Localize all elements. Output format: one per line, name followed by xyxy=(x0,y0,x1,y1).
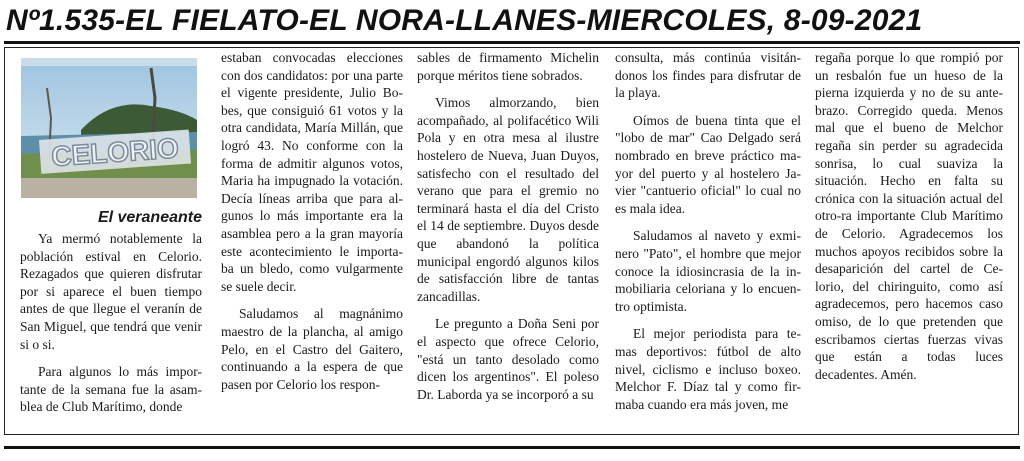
article-byline: El veraneante xyxy=(97,209,202,226)
celorio-sign-text: CELORIO xyxy=(50,132,180,173)
paragraph: Vimos almorzando, bien acompañado, al polifacético Wili Pola y en otra mesa al ilustre hostelero de Nueva, Juan Duyos, satisfecho con el resultado del verano que para el gremio no terminará hasta el día del Cristo el 14 de septiembre. Duyos desde que abandonó la política municipal engordó algunos kilos de satisfacción libre de tantas zancadillas. xyxy=(417,95,599,304)
paragraph: Para algunos lo más impor-tante de la semana fue la asam-blea de Club Marítimo, donde xyxy=(20,364,202,415)
column-3 xyxy=(417,49,599,429)
newspaper-headline: Nº1.535-EL FIELATO-EL NORA-LLANES-MIERCOLES, 8-09-2021 xyxy=(6,4,923,37)
column-1 xyxy=(20,230,202,430)
column-5 xyxy=(815,49,1003,429)
bottom-rule xyxy=(4,446,1020,449)
paragraph: El mejor periodista para te-mas deportivos: fútbol de alto nivel, ciclismo e incluso boxeo. Melchor F. Díaz tal y como fir-maba cuando era más joven, me xyxy=(615,326,801,412)
paragraph: estaban convocadas elecciones con dos candidatos: por una parte el vigente presidente, Julio Bo-bes, que consiguió 61 votos y la otra candidata, María Millán, que logró 43. No conforme con la forma de admitir algunos votos, Maria ha impugnado la votación. Decía líneas arriba que para al-gunos lo más importante era la asamblea pero a la gran mayoría este acontecimiento le importa-ba un bledo, como vulgarmente se suele decir. xyxy=(221,50,403,294)
paragraph: Saludamos al naveto y exmi-nero "Pato", el hombre que mejor conoce la idiosincrasia de la in-mobiliaria celoriana y lo encuen-tro optimista. xyxy=(615,228,801,314)
top-rule xyxy=(4,41,1020,44)
paragraph: Saludamos al magnánimo maestro de la plancha, al amigo Pelo, en el Castro del Gaitero, continuando a la espera de que pasen por Celorio los respon- xyxy=(221,306,403,392)
paragraph: regaña porque lo que rompió por un resbalón fue un hueso de la pierna izquierda y no de su ante-brazo. Corregido queda. Menos mal que el bueno de Melchor regaña sin perder su agradecida sonrisa, lo cual suaviza la situación. Hecho en falta su crónica con la situación actual del otro-ra importante Club Marítimo de Celorio. Agradecemos los muchos apoyos recibidos sobre la desaparición del cartel de Ce-lorio, del chiringuito, como así agradecemos, pero hacemos caso omiso, de lo que pretenden que escribamos ciertas fuerzas vivas que están a todas luces decadentes. Amén. xyxy=(815,50,1003,382)
paragraph: Oímos de buena tinta que el "lobo de mar" Cao Delgado será nombrado en breve práctico ma-yor del puerto y al hostelero Ja-vier "cantuerio oficial" lo cual no es mala idea. xyxy=(615,112,801,216)
paragraph: Ya mermó notablemente la población estival en Celorio. Rezagados que quieren disfrutar por si aparece el buen tiempo antes de que llegue el veranín de San Miguel, que tendrá que venir si o si. xyxy=(20,231,202,352)
celorio-photo xyxy=(21,58,197,198)
paragraph: consulta, más continúa visitán-donos los findes para disfrutar de la playa. xyxy=(615,50,801,101)
paragraph: sables de firmamento Michelin porque méritos tiene sobrados. xyxy=(417,50,599,83)
column-2 xyxy=(221,49,403,429)
column-4 xyxy=(615,49,801,429)
paragraph: Le pregunto a Doña Seni por el aspecto que ofrece Celorio, "está un tanto desolado como dicen los argentinos". El poleso Dr. Laborda ya se incorporó a su xyxy=(417,316,599,402)
